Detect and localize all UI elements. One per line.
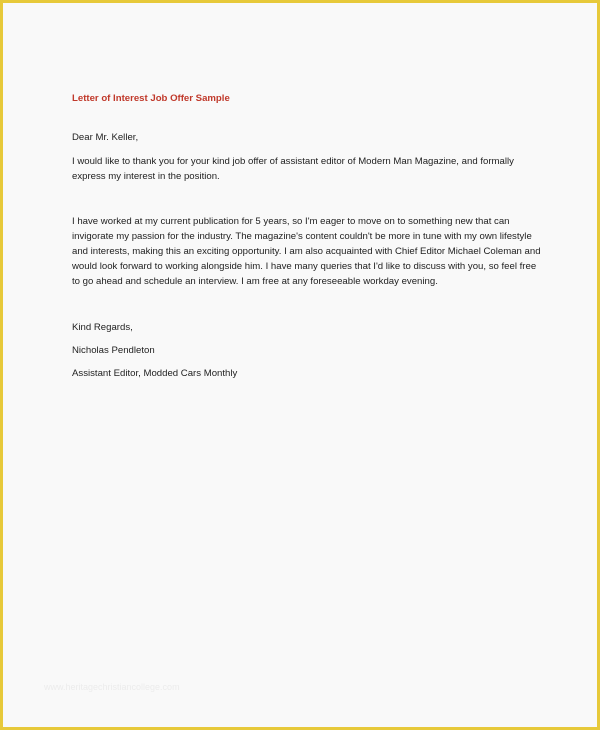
signer-name: Nicholas Pendleton bbox=[72, 345, 155, 356]
salutation: Dear Mr. Keller, bbox=[72, 132, 139, 143]
paragraph-1: I would like to thank you for your kind job offer of assistant editor of Modern Man Magazine, and formally express my interest in the position. bbox=[72, 156, 514, 182]
signer-title: Assistant Editor, Modded Cars Monthly bbox=[72, 368, 238, 379]
watermark: www.heritagechristiancollege.com bbox=[44, 682, 180, 692]
letter-title: Letter of Interest Job Offer Sample bbox=[72, 93, 230, 104]
closing: Kind Regards, bbox=[72, 322, 133, 333]
paragraph-2: I have worked at my current publication for 5 years, so I'm eager to move on to something new that can invigorate my passion for the industry. The magazine's content couldn't be more in tune with my own lifestyle and interests, making this an exciting opportunity. I am also acquainted with Chief Editor Michael Coleman and would look forward to working alongside him. I have many queries that I'd like to discuss with you, so feel free to go ahead and schedule an interview. I am free at any foreseeable workday evening. bbox=[72, 216, 541, 287]
